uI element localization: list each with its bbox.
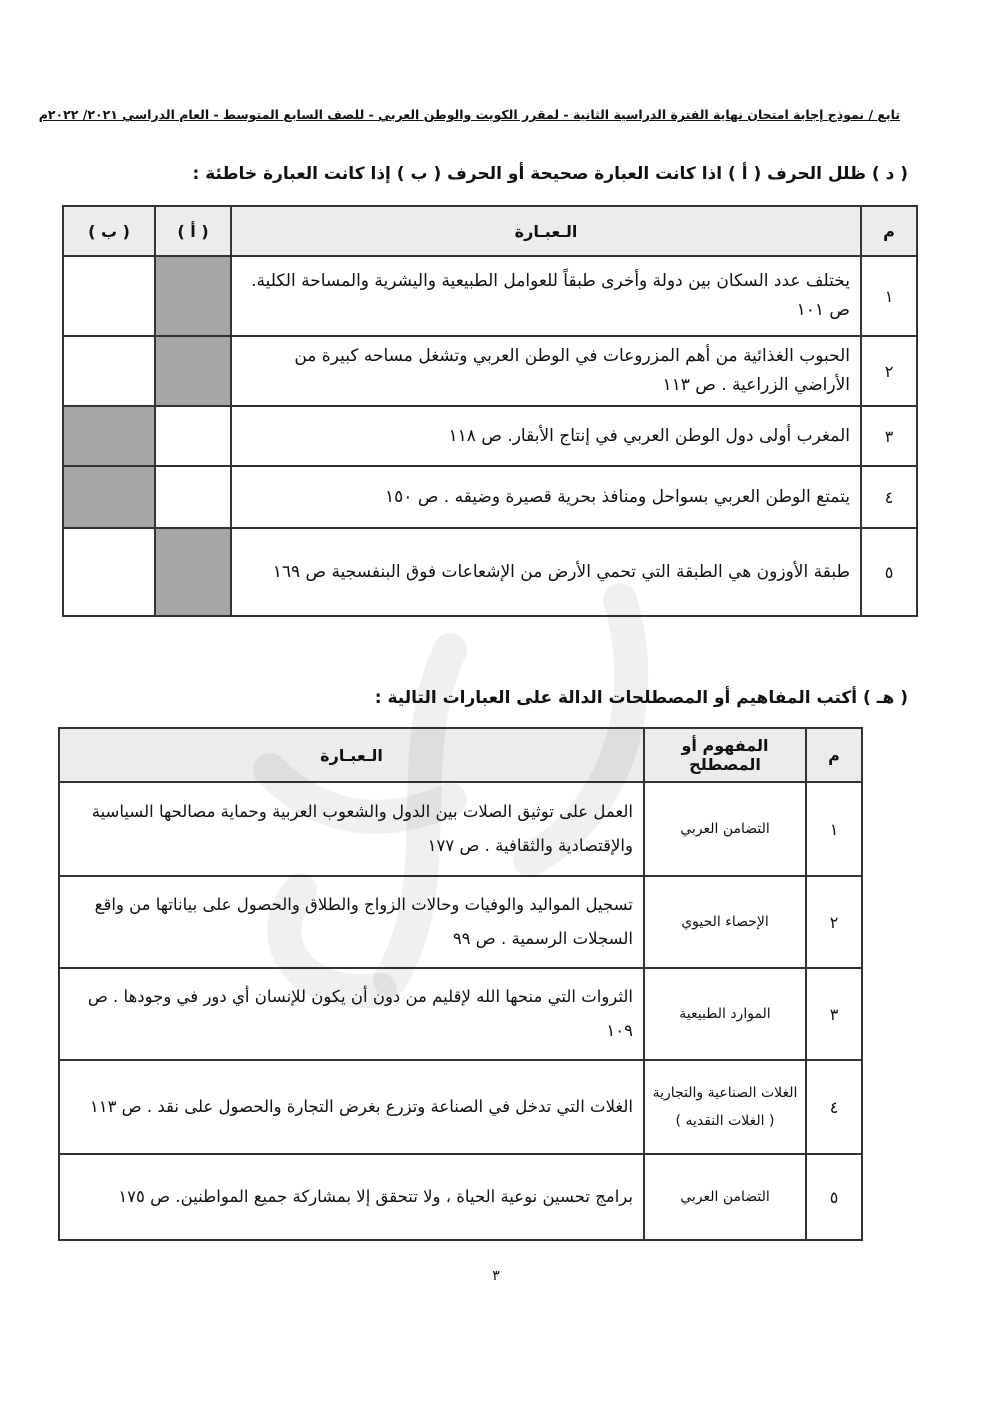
term-row [59,1060,862,1154]
statement-text: يتمتع الوطن العربي بسواحل ومنافذ بحرية قصيرة وضيقه . ص ١٥٠ [231,466,861,528]
tf-row [63,256,917,336]
term-cell [644,1060,806,1154]
term-row [59,876,862,968]
row-number: ٤ [861,466,917,528]
exam-header: تابع / نموذج إجابة امتحان نهاية الفترة الدراسية الثانية - لمقرر الكويت والوطن العربي - للصف السابع المتوسط - العام الدراسي ٢٠٢١/ ٢٠٢٢م [38,107,900,122]
row-number: ١ [861,256,917,336]
col-header-statement: الـعبـارة [231,206,861,256]
col-header-num: م [861,206,917,256]
answer-a-cell[interactable] [155,336,231,406]
definition-text: برامج تحسين نوعية الحياة ، ولا تتحقق إلا بمشاركة جميع المواطنين. ص ١٧٥ [59,1154,644,1240]
answer-b-cell[interactable] [63,466,155,528]
tf-row [63,466,917,528]
col-header-b: ( ب ) [63,206,155,256]
answer-a-cell[interactable] [155,256,231,336]
term-cell [644,782,806,876]
section-d-title: ( د ) ظلل الحرف ( أ ) اذا كانت العبارة صحيحة أو الحرف ( ب ) إذا كانت العبارة خاطئة : [192,164,908,184]
col-header-statement: الـعبـارة [59,728,644,782]
row-number: ٢ [806,876,862,968]
true-false-table [62,205,918,617]
statement-text: المغرب أولى دول الوطن العربي في إنتاج الأبقار. ص ١١٨ [231,406,861,466]
answer-b-cell[interactable] [63,256,155,336]
statement-text: طبقة الأوزون هي الطبقة التي تحمي الأرض من الإشعاعات فوق البنفسجية ص ١٦٩ [231,528,861,616]
tf-row [63,406,917,466]
statement-text: يختلف عدد السكان بين دولة وأخرى طبقاً للعوامل الطبيعية واليشرية والمساحة الكلية. ص ١٠١ [231,256,861,336]
term-text: الموارد الطبيعية [679,1006,771,1022]
term-cell [644,968,806,1060]
section-h-title: ( هـ ) أكتب المفاهيم أو المصطلحات الدالة على العبارات التالية : [374,688,908,708]
tf-row [63,528,917,616]
col-header-a: ( أ ) [155,206,231,256]
answer-a-cell[interactable] [155,466,231,528]
term-cell [644,1154,806,1240]
term-subtext: ( الغلات النقديه ) [675,1113,775,1129]
definition-text: الغلات التي تدخل في الصناعة وتزرع بغرض التجارة والحصول على نقد . ص ١١٣ [59,1060,644,1154]
definition-text: العمل على توثيق الصلات بين الدول والشعوب العربية وحماية مصالحها السياسية والإقتصادية والثقافية . ص ١٧٧ [59,782,644,876]
answer-b-cell[interactable] [63,528,155,616]
row-number: ٥ [806,1154,862,1240]
term-text: الغلات الصناعية والتجارية [652,1085,798,1101]
row-number: ٣ [806,968,862,1060]
answer-a-cell[interactable] [155,528,231,616]
page-number: ٣ [492,1268,500,1284]
statement-text: الحبوب الغذائية من أهم المزروعات في الوطن العربي وتشغل مساحه كبيرة من الأراضي الزراعية . ص ١١٣ [231,336,861,406]
row-number: ٤ [806,1060,862,1154]
term-row [59,782,862,876]
tf-row [63,336,917,406]
term-row [59,1154,862,1240]
row-number: ٣ [861,406,917,466]
answer-b-cell[interactable] [63,336,155,406]
term-cell [644,876,806,968]
term-text: التضامن العربي [680,821,770,837]
terms-table [58,727,863,1241]
definition-text: تسجيل المواليد والوفيات وحالات الزواج والطلاق والحصول على بياناتها من واقع السجلات الرسمية . ص ٩٩ [59,876,644,968]
definition-text: الثروات التي منحها الله لإقليم من دون أن يكون للإنسان أي دور في وجودها . ص ١٠٩ [59,968,644,1060]
term-text: الإحصاء الحيوي [681,914,769,930]
answer-a-cell[interactable] [155,406,231,466]
row-number: ٥ [861,528,917,616]
row-number: ١ [806,782,862,876]
row-number: ٢ [861,336,917,406]
col-header-num: م [806,728,862,782]
col-header-term: المفهوم أو المصطلح [644,728,806,782]
answer-b-cell[interactable] [63,406,155,466]
term-text: التضامن العربي [680,1189,770,1205]
term-row [59,968,862,1060]
